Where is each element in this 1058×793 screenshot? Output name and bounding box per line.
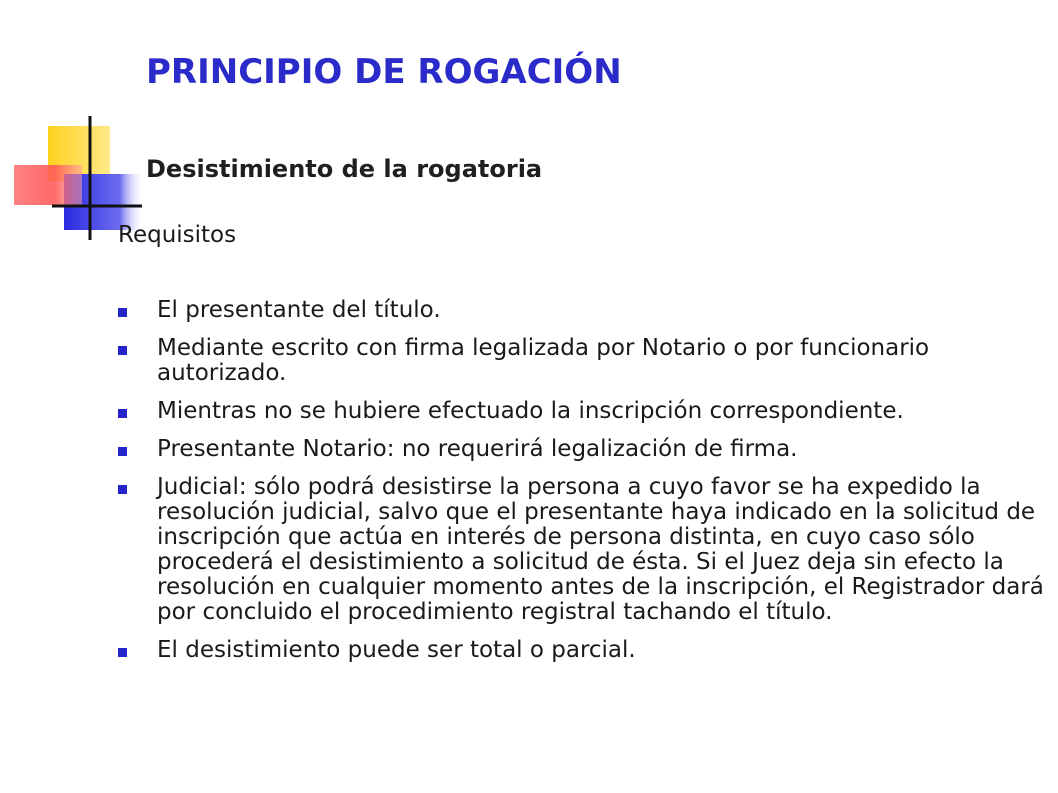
bullet-square-icon [118, 648, 127, 657]
bullet-item [118, 298, 1048, 323]
bullet-list [118, 298, 1048, 676]
bullet-item [118, 336, 1048, 386]
bullet-square-icon [118, 485, 127, 494]
decorative-logo-icon [0, 0, 150, 250]
bullet-text: Mediante escrito con firma legalizada por Notario o por funcionario autorizado. [157, 335, 930, 386]
section-heading: Requisitos [118, 222, 237, 248]
bullet-text: El desistimiento puede ser total o parcial. [157, 637, 636, 663]
bullet-square-icon [118, 447, 127, 456]
bullet-text: El presentante del título. [157, 297, 441, 323]
bullet-item [118, 475, 1048, 625]
slide-title: PRINCIPIO DE ROGACIÓN [146, 52, 622, 92]
slide-subtitle: Desistimiento de la rogatoria [146, 155, 543, 183]
bullet-square-icon [118, 308, 127, 317]
bullet-square-icon [118, 409, 127, 418]
bullet-text: Mientras no se hubiere efectuado la inscripción correspondiente. [157, 398, 904, 424]
bullet-text: Presentante Notario: no requerirá legalización de firma. [157, 436, 798, 462]
bullet-square-icon [118, 346, 127, 355]
bullet-item [118, 638, 1048, 663]
bullet-text: Judicial: sólo podrá desistirse la persona a cuyo favor se ha expedido la resolución judicial, salvo que el presentante haya indicado en la solicitud de inscripción que actúa en interés de persona distinta, en cuyo caso sólo procederá el desistimiento a solicitud de ésta. Si el Juez deja sin efecto la resolución en cualquier momento antes de la inscripción, el Registrador dará por concluido el procedimiento registral tachando el título. [157, 474, 1044, 625]
bullet-item [118, 437, 1048, 462]
bullet-item [118, 399, 1048, 424]
